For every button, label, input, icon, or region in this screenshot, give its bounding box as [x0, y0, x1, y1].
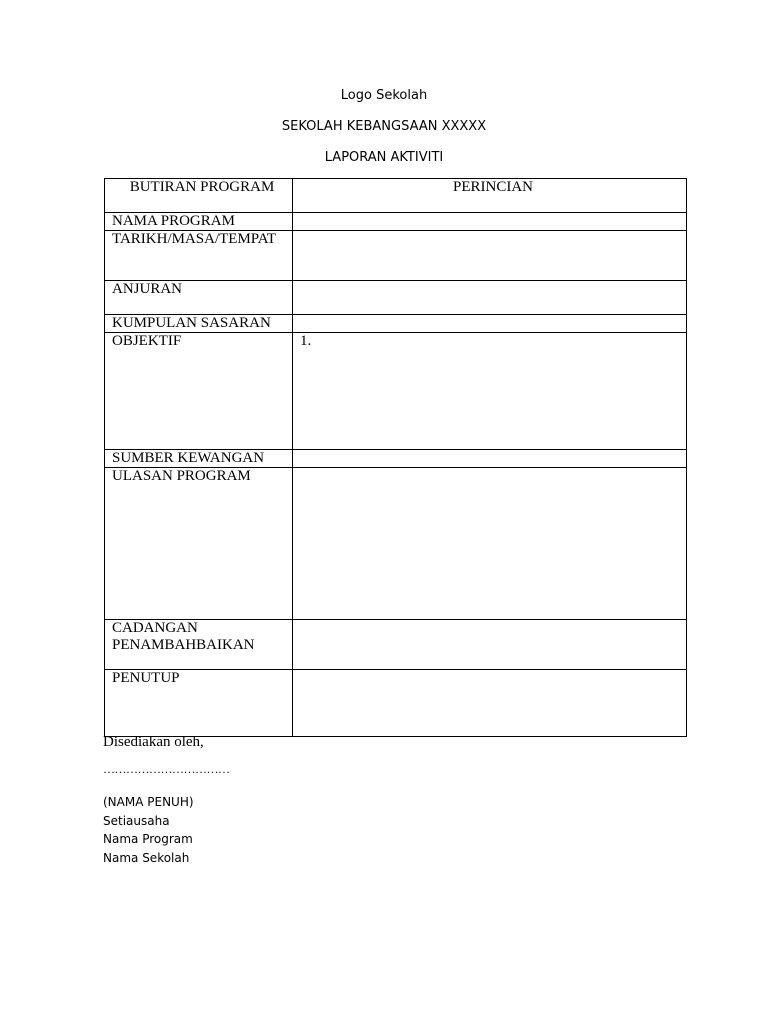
row-label-nama-program: NAMA PROGRAM [105, 213, 293, 231]
row-value-penutup[interactable] [293, 670, 687, 737]
row-value-kumpulan-sasaran[interactable] [293, 315, 687, 333]
row-label-anjuran: ANJURAN [105, 281, 293, 315]
table-header-row [105, 179, 687, 213]
table-row [105, 468, 687, 620]
table-row [105, 450, 687, 468]
signer-position: Setiausaha [103, 814, 170, 828]
row-value-cadangan[interactable] [293, 620, 687, 670]
report-title: LAPORAN AKTIVITI [324, 150, 444, 165]
signer-school: Nama Sekolah [103, 851, 190, 865]
table-row [105, 620, 687, 670]
signer-program: Nama Program [103, 832, 193, 846]
signer-name: (NAMA PENUH) [103, 795, 194, 809]
school-name: SEKOLAH KEBANGSAAN XXXXX [281, 119, 487, 134]
row-value-tarikh[interactable] [293, 231, 687, 281]
table-row [105, 670, 687, 737]
signature-line: …………………………… [103, 762, 230, 776]
table-row [105, 281, 687, 315]
table-row [105, 231, 687, 281]
row-value-anjuran[interactable] [293, 281, 687, 315]
table-row [105, 213, 687, 231]
row-label-cadangan: CADANGAN PENAMBAHBAIKAN [105, 620, 293, 670]
row-label-sumber-kewangan: SUMBER KEWANGAN [105, 450, 293, 468]
row-value-sumber-kewangan[interactable] [293, 450, 687, 468]
row-label-penutup: PENUTUP [105, 670, 293, 737]
logo-placeholder: Logo Sekolah [340, 88, 428, 103]
column-header-perincian: PERINCIAN [293, 179, 687, 213]
row-label-objektif: OBJEKTIF [105, 333, 293, 450]
row-value-nama-program[interactable] [293, 213, 687, 231]
row-value-objektif[interactable]: 1. [293, 333, 687, 450]
row-label-kumpulan-sasaran: KUMPULAN SASARAN [105, 315, 293, 333]
column-header-butiran: BUTIRAN PROGRAM [105, 179, 293, 213]
row-value-ulasan-program[interactable] [293, 468, 687, 620]
table-row [105, 333, 687, 450]
prepared-by-label: Disediakan oleh, [103, 734, 204, 750]
row-label-tarikh: TARIKH/MASA/TEMPAT [105, 231, 293, 281]
table-row [105, 315, 687, 333]
row-label-ulasan-program: ULASAN PROGRAM [105, 468, 293, 620]
activity-report-table [104, 178, 687, 737]
